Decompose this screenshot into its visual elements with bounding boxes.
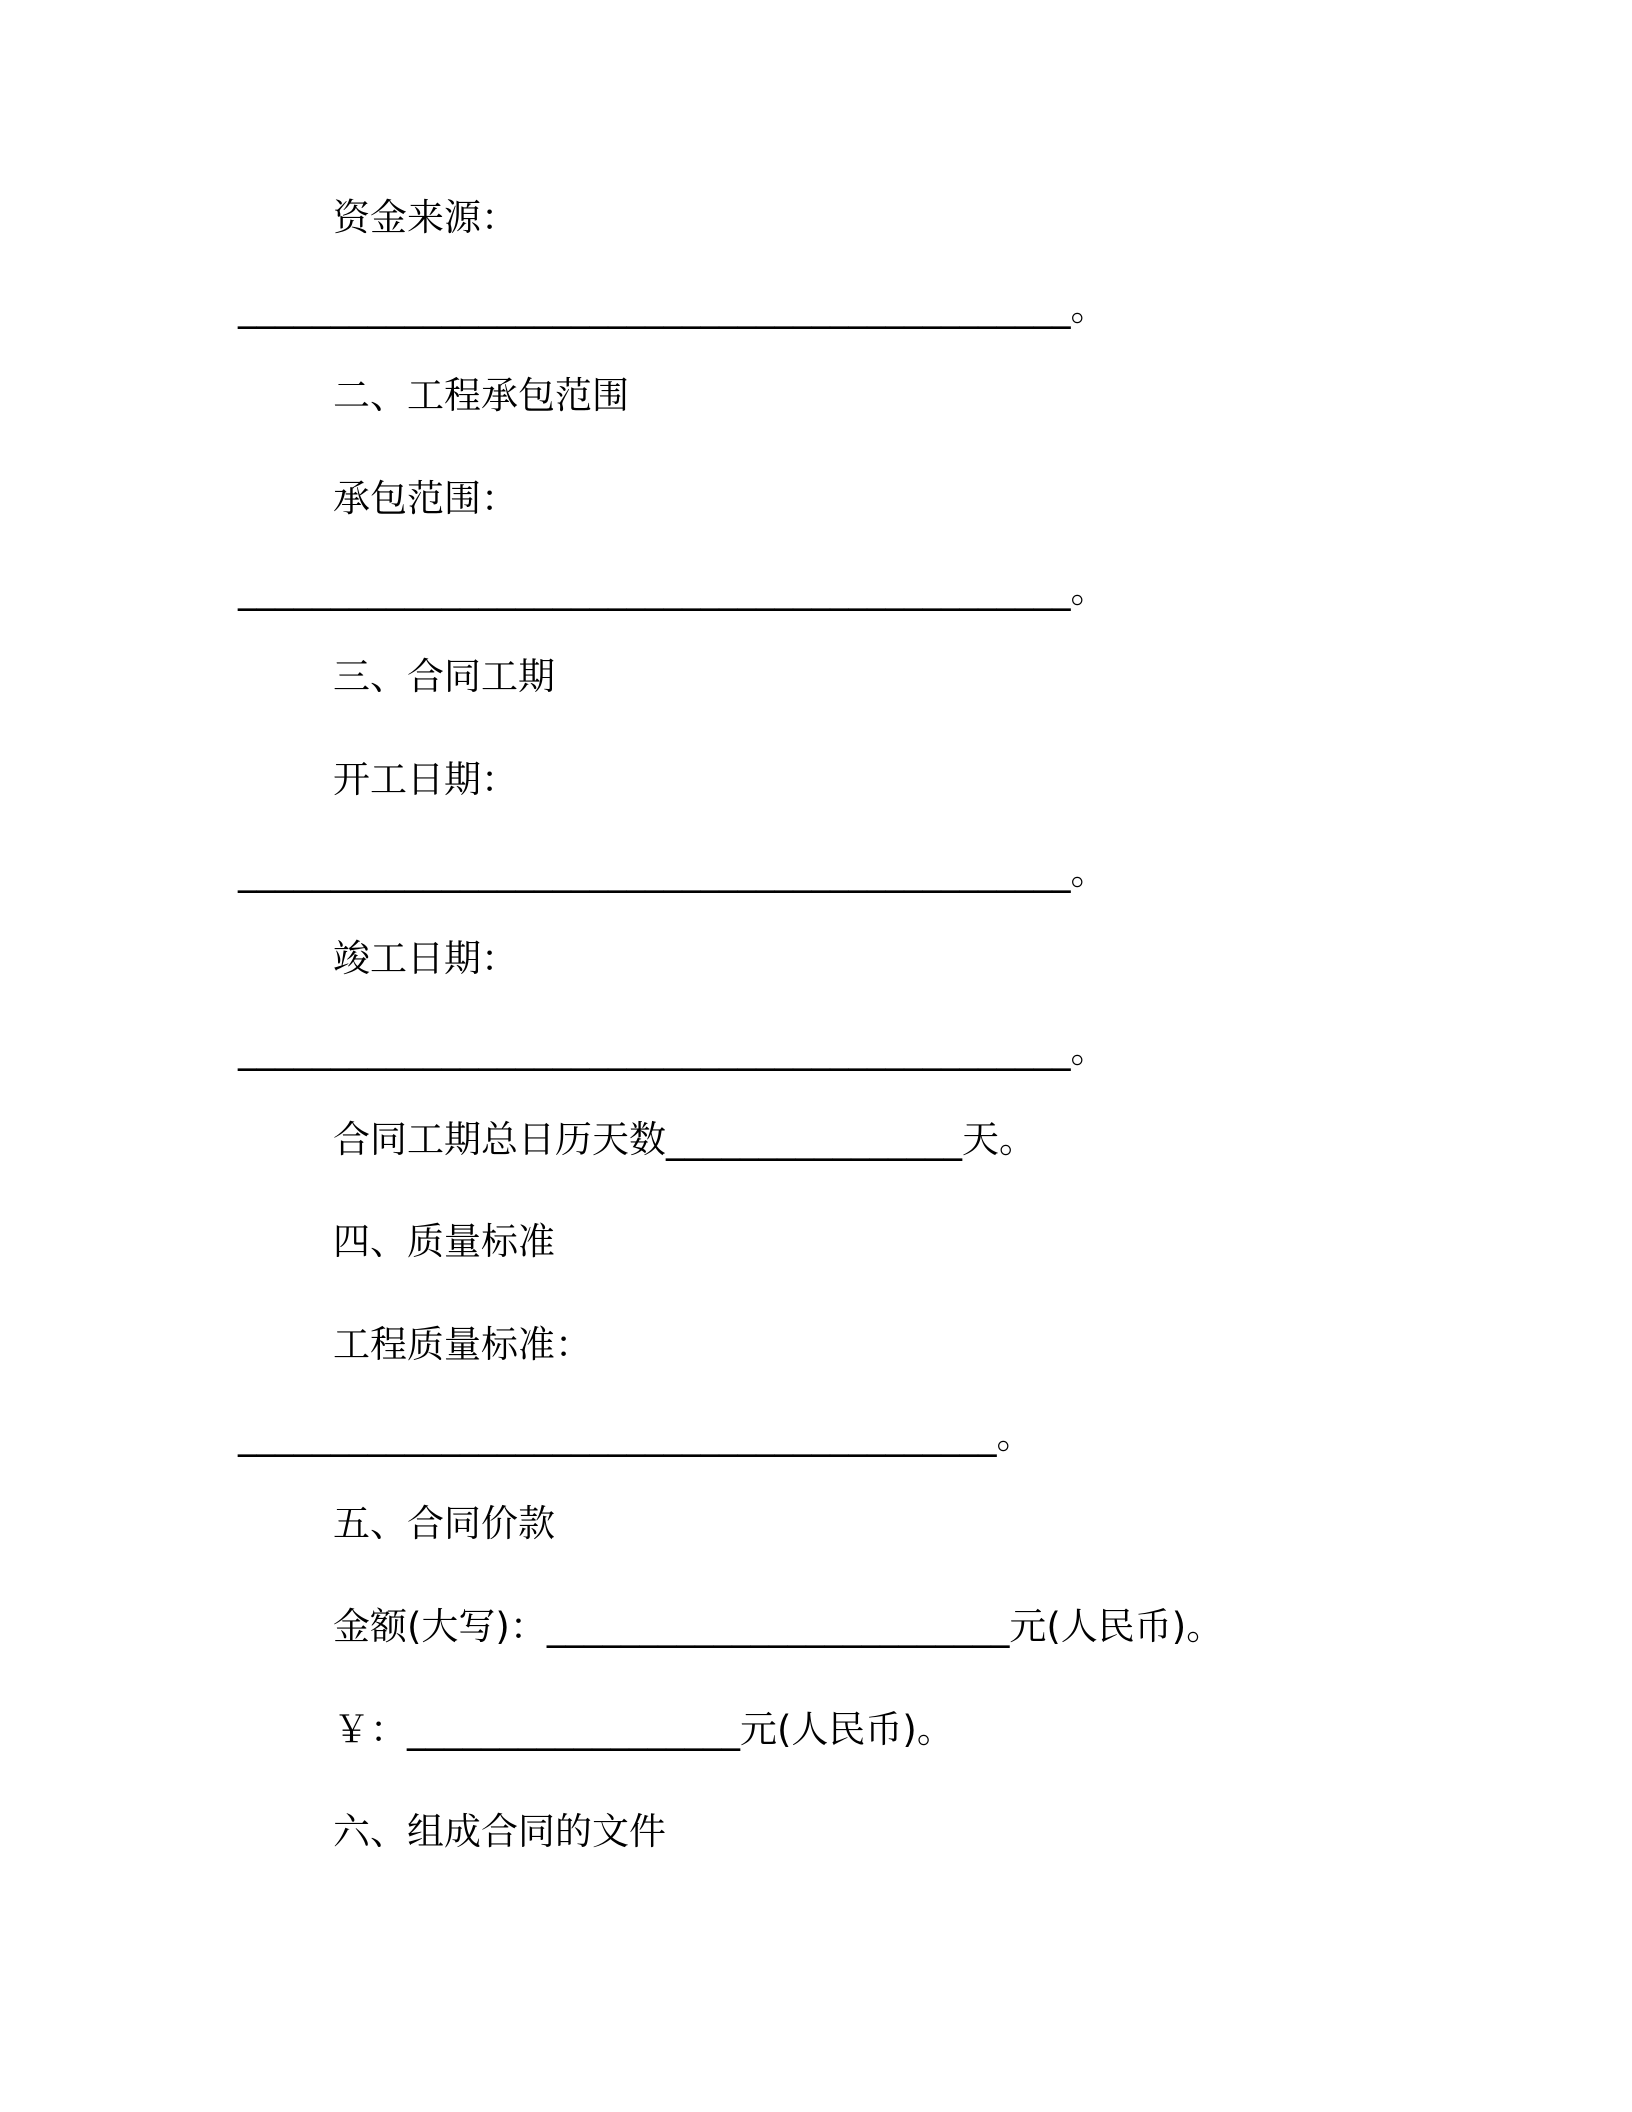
- completion-date-label: 竣工日期：: [333, 937, 518, 980]
- start-date-label: 开工日期：: [333, 758, 518, 801]
- amount-in-figures: ￥：__________________元(人民币)。: [333, 1708, 954, 1751]
- scope-blank: _____________________________________________。: [238, 568, 1108, 611]
- scope-label: 承包范围：: [333, 477, 518, 520]
- section-heading-price: 五、合同价款: [333, 1502, 555, 1545]
- section-heading-quality: 四、质量标准: [333, 1220, 555, 1263]
- funding-source-blank: _____________________________________________。: [238, 286, 1108, 329]
- total-days-line: 合同工期总日历天数________________天。: [333, 1118, 1036, 1161]
- section-heading-scope: 二、工程承包范围: [333, 374, 629, 417]
- amount-in-words: 金额(大写)：_________________________元(人民币)。: [333, 1605, 1224, 1648]
- funding-source-label: 资金来源：: [333, 196, 518, 239]
- quality-blank: _________________________________________。: [238, 1414, 1034, 1457]
- section-heading-documents: 六、组成合同的文件: [333, 1810, 666, 1853]
- quality-label: 工程质量标准：: [333, 1323, 592, 1366]
- completion-date-blank: _____________________________________________。: [238, 1028, 1108, 1071]
- section-heading-duration: 三、合同工期: [333, 655, 555, 698]
- start-date-blank: _____________________________________________。: [238, 850, 1108, 893]
